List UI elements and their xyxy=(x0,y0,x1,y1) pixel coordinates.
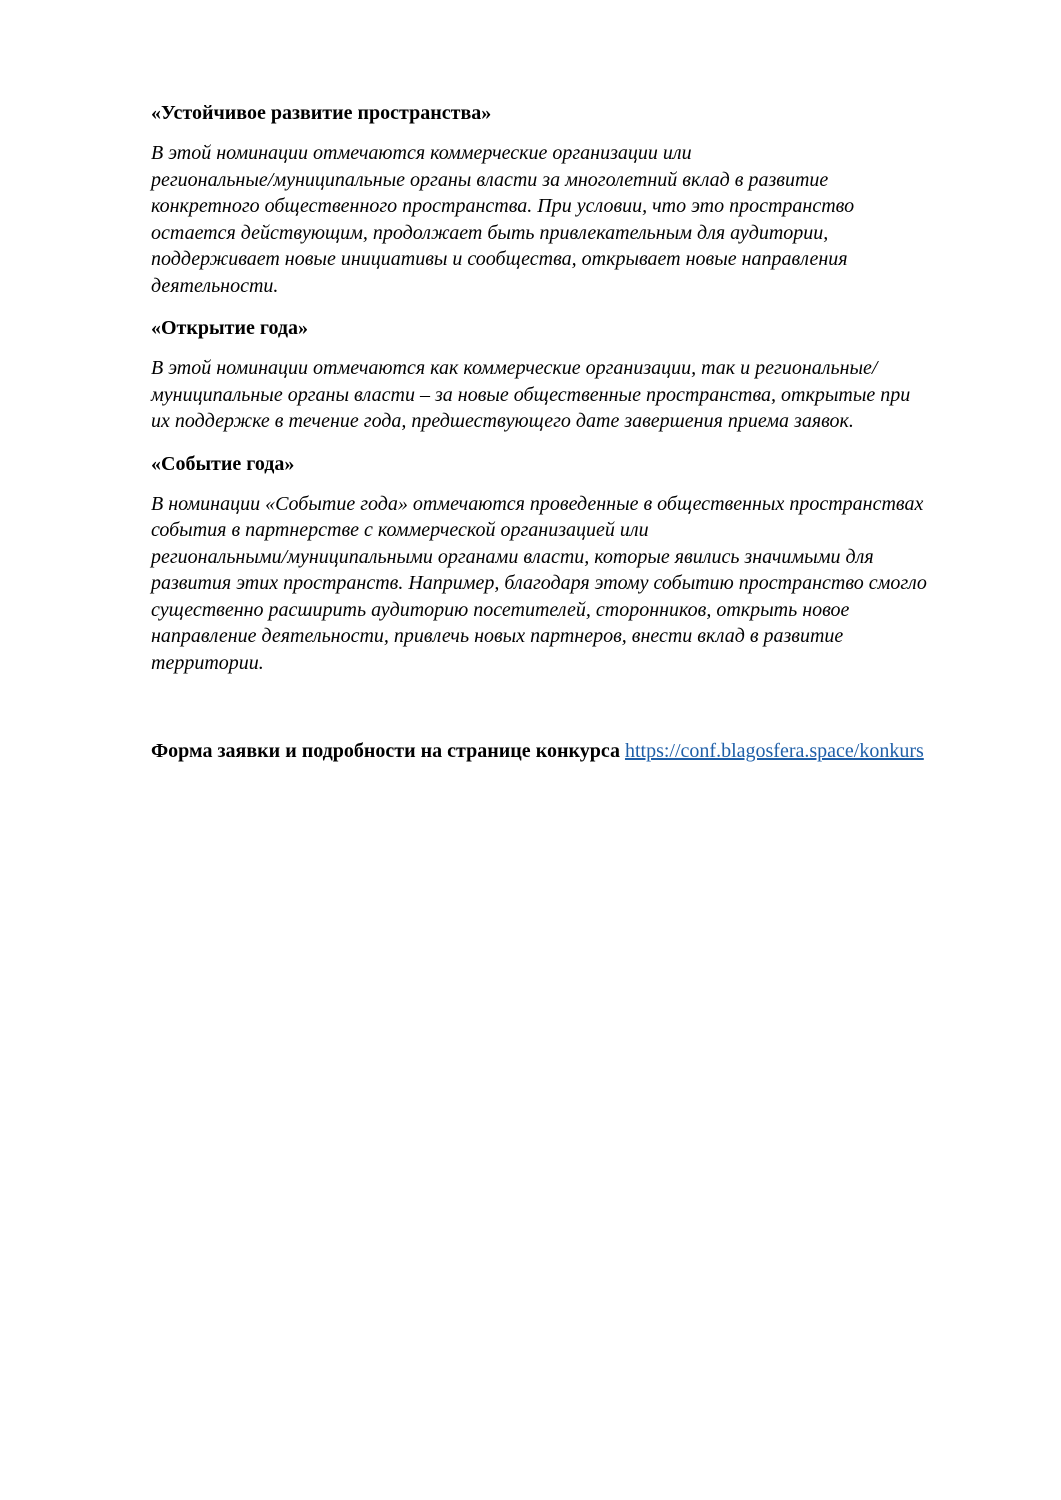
description-line: поддерживает новые инициативы и сообщества, открывает новые направления xyxy=(151,248,848,270)
description-line: территории. xyxy=(151,651,264,674)
description-line: события в партнерстве с коммерческой организацией или xyxy=(151,519,649,541)
description-line: их поддержке в течение года, предшествующего дате завершения приема заявок. xyxy=(151,410,854,432)
application-form-label: Форма заявки и подробности на странице конкурса xyxy=(151,740,620,762)
description-line: региональные/муниципальные органы власти за многолетний вклад в развитие xyxy=(151,168,829,191)
description-line: развития этих пространств. Например, благодаря этому событию пространство смогло xyxy=(151,572,927,594)
description-line: В номинации «Событие года» отмечаются проведенные в общественных пространствах xyxy=(151,492,924,515)
description-line: В этой номинации отмечаются как коммерческие организации, так и региональные/ xyxy=(151,357,878,379)
description-line: деятельности. xyxy=(151,274,279,297)
section-title: «Устойчивое развитие пространства» xyxy=(151,102,492,124)
section-sustainable-development xyxy=(151,100,1001,299)
section-opening-of-year xyxy=(151,315,1001,435)
application-form-line xyxy=(151,738,1001,764)
description-line: направление деятельности, привлечь новых партнеров, внести вклад в развитие xyxy=(151,625,844,647)
section-title: «Событие года» xyxy=(151,452,295,475)
section-event-of-year xyxy=(151,451,1001,677)
description-line: муниципальные органы власти – за новые общественные пространства, открытые при xyxy=(151,383,911,406)
description-line: существенно расширить аудиторию посетителей, сторонников, открыть новое xyxy=(151,598,850,621)
description-line: конкретного общественного пространства. При условии, что это пространство xyxy=(151,195,855,217)
description-line: региональными/муниципальными органами власти, которые явились значимыми для xyxy=(151,545,874,568)
description-line: остается действующим, продолжает быть привлекательным для аудитории, xyxy=(151,221,829,244)
section-description xyxy=(151,355,1001,435)
contest-page-link[interactable]: https://conf.blagosfera.space/konkurs xyxy=(624,740,924,762)
document-page xyxy=(151,100,1001,764)
description-line: В этой номинации отмечаются коммерческие организации или xyxy=(151,142,692,164)
spacer xyxy=(151,692,1001,738)
section-description xyxy=(151,491,1001,677)
section-title: «Открытие года» xyxy=(151,317,308,339)
section-description xyxy=(151,140,1001,299)
